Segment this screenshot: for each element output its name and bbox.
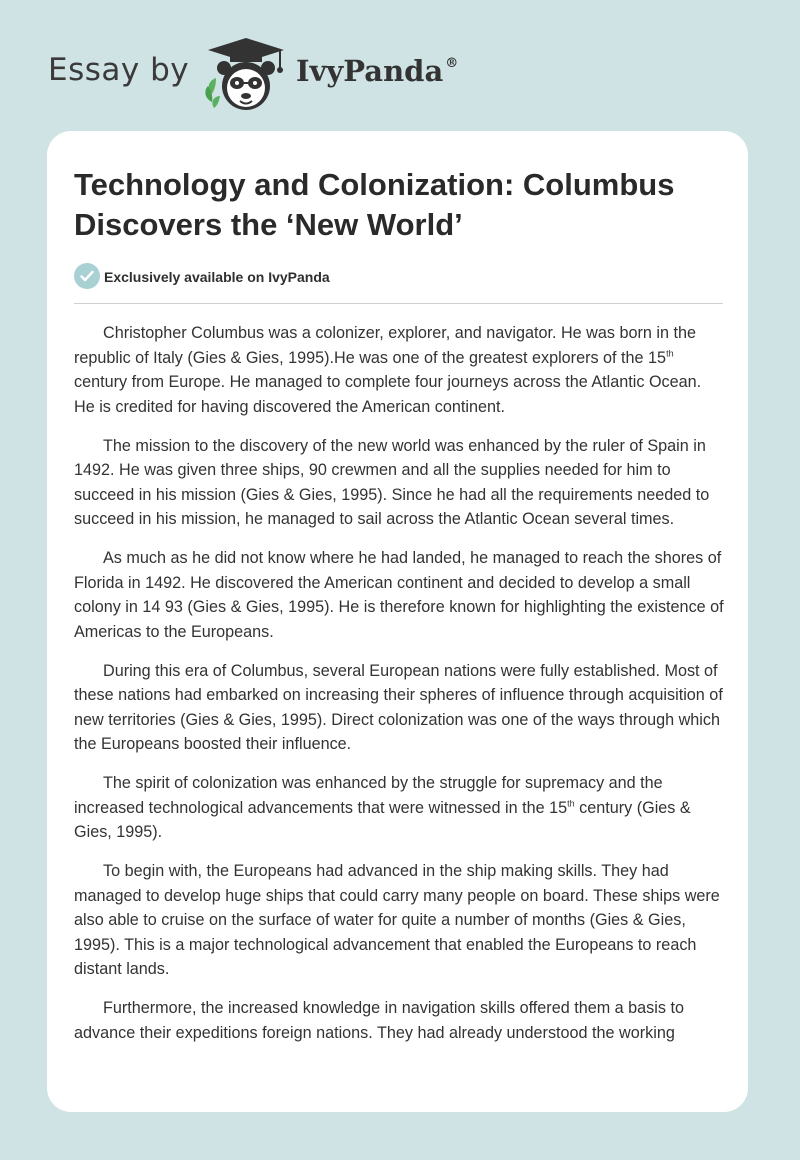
paragraph: The mission to the discovery of the new world was enhanced by the ruler of Spain in 1492. He was given three ships, 90 crewmen and all the supplies needed for him to succeed in his mission (Gies & Gies, 1995). Since he had all the requirements needed to succeed in his mission, he managed to sail across the Atlantic Ocean several times.	[74, 436, 710, 528]
registered-mark: ®	[445, 56, 459, 71]
paragraph: To begin with, the Europeans had advanced in the ship making skills. They had managed to develop huge ships that could carry many people on board. These ships were also able to cruise on the surface of water for quite a number of months (Gies & Gies, 1995). This is a major technological advancement that enabled the Europeans to reach distant lands.	[74, 862, 720, 978]
site-header	[48, 30, 752, 120]
exclusive-text: Exclusively available on IvyPanda	[104, 269, 330, 285]
check-circle-icon	[74, 263, 100, 289]
paragraph: During this era of Columbus, several European nations were fully established. Most of these nations had embarked on increasing their spheres of influence through acquisition of new territories (Gies & Gies, 1995). Direct colonization was one of the ways through which the Europeans boosted their influence.	[74, 661, 723, 753]
essay-by-label: Essay by	[48, 52, 190, 88]
paragraph: The spirit of colonization was enhanced by the struggle for supremacy and the increased technological advancements that were witnessed in the 15th century (Gies & Gies, 1995).	[74, 774, 691, 841]
divider	[74, 303, 723, 304]
paragraph: Furthermore, the increased knowledge in navigation skills offered them a basis to advance their expeditions foreign nations. They had already understood the working	[74, 999, 684, 1042]
essay-title: Technology and Colonization: Columbus Discovers the ‘New World’	[74, 167, 675, 242]
essay-body	[74, 321, 726, 1060]
panda-logo-icon[interactable]	[200, 36, 292, 114]
paragraph: Christopher Columbus was a colonizer, explorer, and navigator. He was born in the republic of Italy (Gies & Gies, 1995).He was one of the greatest explorers of the 15th century from Europe. He managed to complete four journeys across the Atlantic Ocean. He is credited for having discovered the American continent.	[74, 324, 702, 416]
brand-text: IvyPanda	[296, 54, 444, 88]
essay-card	[47, 131, 748, 1112]
paragraph: As much as he did not know where he had landed, he managed to reach the shores of Florida in 1492. He discovered the American continent and decided to develop a small colony in 14 93 (Gies & Gies, 1995). He is therefore known for highlighting the existence of Americas to the Europeans.	[74, 549, 724, 641]
exclusive-badge	[74, 263, 724, 289]
brand-name[interactable]	[296, 54, 458, 88]
